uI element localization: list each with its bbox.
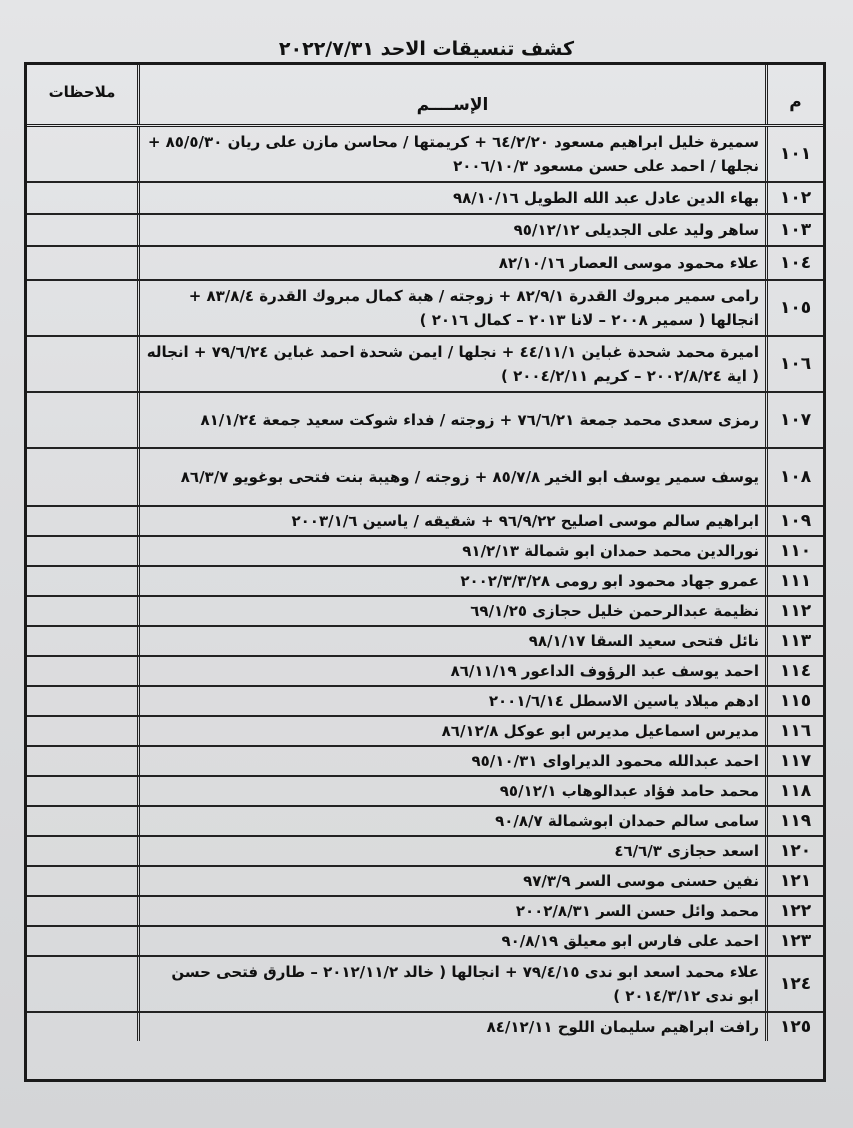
table-row [27,183,823,215]
table-row [27,1013,823,1041]
row-number: ١١٢ [765,597,823,625]
row-name: عمرو جهاد محمود ابو رومى ٢٠٠٢/٣/٣/٢٨ [460,572,759,590]
table-row [27,507,823,537]
table-row [27,867,823,897]
table-row [27,717,823,747]
row-name: مديرس اسماعيل مديرس ابو عوكل ٨٦/١٢/٨ [441,722,759,740]
row-number: ١١٦ [765,717,823,745]
row-name-cell [137,897,765,925]
row-name-cell [137,337,765,391]
row-name-cell [137,183,765,213]
row-name-cell [137,281,765,335]
row-notes [27,927,137,955]
row-name-cell [137,687,765,715]
row-name: رامى سمير مبروك القدرة ٨٢/٩/١ + زوجته / هبة كمال مبروك القدرة ٨٣/٨/٤ + انجالها ( سمير ٢٠٠٨ – لانا ٢٠١٣ – كمال ٢٠١٦ ) [188,287,759,329]
row-name: علاء محمد اسعد ابو ندى ٧٩/٤/١٥ + انجالها ( خالد ٢٠١٢/١١/٢ – طارق فتحى حسن ابو ندى ٢٠١٤/٣/١٢ ) [171,963,759,1005]
table-header [27,65,823,127]
table-row [27,657,823,687]
row-number: ١١٥ [765,687,823,715]
row-notes [27,507,137,535]
header-name-label: الإســــم [416,95,489,115]
table-row [27,281,823,337]
row-number: ١٠٥ [765,281,823,335]
row-name-cell [137,1013,765,1041]
table-row [27,777,823,807]
row-name: سامى سالم حمدان ابوشمالة ٩٠/٨/٧ [495,812,759,830]
row-notes [27,537,137,565]
row-name: ابراهيم سالم موسى اصليح ٩٦/٩/٢٢ + شقيقه / ياسين ٢٠٠٣/١/٦ [291,512,759,530]
row-number: ١١٩ [765,807,823,835]
row-name-cell [137,747,765,775]
row-name-cell [137,449,765,505]
row-name: نظيمة عبدالرحمن خليل حجازى ٦٩/١/٢٥ [470,602,759,620]
row-name: نفين حسنى موسى السر ٩٧/٣/٩ [523,872,759,890]
table-row [27,337,823,393]
row-number: ١٢١ [765,867,823,895]
row-notes [27,183,137,213]
row-notes [27,717,137,745]
row-notes [27,867,137,895]
table-row [27,567,823,597]
row-name: ساهر وليد على الجديلى ٩٥/١٢/١٢ [513,221,759,239]
table-row [27,897,823,927]
row-notes [27,337,137,391]
row-name: رافت ابراهيم سليمان اللوح ٨٤/١٢/١١ [486,1018,759,1036]
row-notes [27,627,137,655]
row-name-cell [137,393,765,447]
row-notes [27,747,137,775]
table-row [27,747,823,777]
row-notes [27,449,137,505]
row-name: يوسف سمير يوسف ابو الخير ٨٥/٧/٨ + زوجته / وهيبة بنت فتحى بوغويو ٨٦/٣/٧ [180,468,759,486]
row-name-cell [137,507,765,535]
table-row [27,393,823,449]
table-row [27,597,823,627]
row-name: محمد وائل حسن السر ٢٠٠٢/٨/٣١ [515,902,759,920]
row-notes [27,957,137,1011]
row-name-cell [137,807,765,835]
row-number: ١٢٥ [765,1013,823,1041]
row-name: سميرة خليل ابراهيم مسعود ٦٤/٢/٢٠ + كريمتها / محاسن مازن على ريان ٨٥/٥/٣٠ + نجلها / احمد على حسن مسعود ٢٠٠٦/١٠/٣ [147,133,759,175]
table-row [27,449,823,507]
row-name-cell [137,927,765,955]
row-notes [27,807,137,835]
table-row [27,687,823,717]
row-name-cell [137,247,765,279]
row-number: ١٠٦ [765,337,823,391]
row-name-cell [137,597,765,625]
table-row [27,127,823,183]
row-name: احمد يوسف عبد الرؤوف الداعور ٨٦/١١/١٩ [450,662,759,680]
row-number: ١٢٤ [765,957,823,1011]
table-row [27,247,823,281]
row-number: ١٠٣ [765,215,823,245]
row-name-cell [137,717,765,745]
row-number: ١٢٠ [765,837,823,865]
header-notes: ملاحظات [48,83,116,101]
table-row [27,837,823,867]
row-name-cell [137,127,765,181]
row-number: ١٢٢ [765,897,823,925]
row-name: نائل فتحى سعيد السقا ٩٨/١/١٧ [528,632,759,650]
row-number: ١٠٩ [765,507,823,535]
header-name [137,65,765,124]
row-number: ١١٠ [765,537,823,565]
header-num: م [765,65,823,124]
row-name: نورالدين محمد حمدان ابو شمالة ٩١/٢/١٣ [462,542,759,560]
row-name-cell [137,215,765,245]
row-name: علاء محمود موسى العصار ٨٢/١٠/١٦ [498,254,759,272]
records-table [24,62,826,1082]
row-name: محمد حامد فؤاد عبدالوهاب ٩٥/١٢/١ [499,782,759,800]
row-notes [27,687,137,715]
row-notes [27,597,137,625]
row-notes [27,837,137,865]
row-number: ١٠٤ [765,247,823,279]
table-row [27,927,823,957]
row-number: ١٠٢ [765,183,823,213]
row-number: ١٠٧ [765,393,823,447]
row-name-cell [137,867,765,895]
row-name-cell [137,657,765,685]
row-name-cell [137,567,765,595]
row-name-cell [137,627,765,655]
row-name: رمزى سعدى محمد جمعة ٧٦/٦/٢١ + زوجته / فداء شوكت سعيد جمعة ٨١/١/٢٤ [200,411,759,429]
row-number: ١٠١ [765,127,823,181]
row-name: اسعد حجازى ٤٦/٦/٣ [614,842,759,860]
row-notes [27,215,137,245]
row-number: ١٢٣ [765,927,823,955]
page-title: كشف تنسيقات الاحد ٢٠٢٢/٧/٣١ [278,38,575,60]
table-row [27,957,823,1013]
row-notes [27,281,137,335]
row-notes [27,247,137,279]
table-row [27,215,823,247]
row-name-cell [137,837,765,865]
row-notes [27,657,137,685]
row-number: ١١٧ [765,747,823,775]
row-notes [27,127,137,181]
row-number: ١١١ [765,567,823,595]
table-row [27,807,823,837]
row-name: احمد على فارس ابو معيلق ٩٠/٨/١٩ [501,932,759,950]
row-notes [27,777,137,805]
row-name: اميرة محمد شحدة غباين ٤٤/١١/١ + نجلها / ايمن شحدة احمد غباين ٧٩/٦/٢٤ + انجاله ( اية ٢٠٠٢/٨/٢٤ – كريم ٢٠٠٤/٢/١١ ) [146,343,759,385]
row-name-cell [137,777,765,805]
row-notes [27,393,137,447]
row-number: ١٠٨ [765,449,823,505]
row-number: ١١٤ [765,657,823,685]
row-name-cell [137,537,765,565]
row-name: بهاء الدين عادل عبد الله الطويل ٩٨/١٠/١٦ [452,189,759,207]
row-name-cell [137,957,765,1011]
row-notes [27,1013,137,1041]
table-row [27,537,823,567]
row-number: ١١٣ [765,627,823,655]
row-number: ١١٨ [765,777,823,805]
table-row [27,627,823,657]
table-body [27,127,823,1079]
row-name: ادهم ميلاد ياسين الاسطل ٢٠٠١/٦/١٤ [488,692,759,710]
row-name: احمد عبدالله محمود الديراواى ٩٥/١٠/٣١ [471,752,759,770]
row-notes [27,567,137,595]
row-notes [27,897,137,925]
